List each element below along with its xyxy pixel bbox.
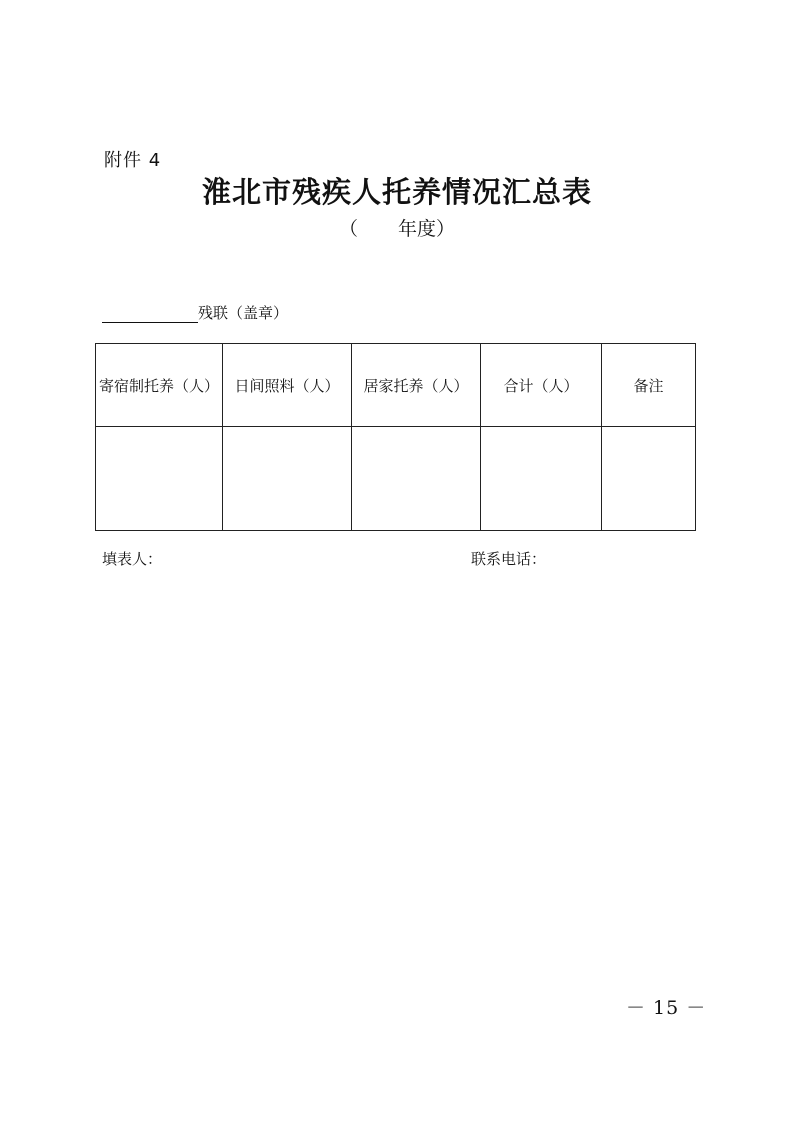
header-total: 合计（人） — [481, 344, 602, 427]
header-boarding-care: 寄宿制托养（人） — [96, 344, 223, 427]
year-label: 年度） — [398, 218, 456, 240]
page-title: 淮北市残疾人托养情况汇总表 — [201, 175, 592, 209]
cell-remarks[interactable] — [602, 427, 696, 531]
table-header-row — [96, 344, 696, 427]
cell-boarding-care[interactable] — [96, 427, 223, 531]
cell-total[interactable] — [481, 427, 602, 531]
cell-day-care[interactable] — [223, 427, 352, 531]
table-row — [96, 427, 696, 531]
page-number: － 15 － — [626, 997, 707, 1019]
summary-table — [95, 343, 696, 531]
phone-label: 联系电话： — [471, 550, 547, 568]
header-remarks: 备注 — [602, 344, 696, 427]
year-open-paren: （ — [338, 218, 358, 240]
org-line — [102, 302, 288, 323]
header-day-care: 日间照料（人） — [223, 344, 352, 427]
org-name-blank — [102, 306, 198, 323]
year-line — [0, 214, 794, 241]
cell-home-care[interactable] — [352, 427, 481, 531]
org-suffix: 残联（盖章） — [198, 304, 289, 322]
attachment-label: 附件 4 — [104, 150, 162, 171]
filler-label: 填表人： — [102, 550, 163, 568]
header-home-care: 居家托养（人） — [352, 344, 481, 427]
